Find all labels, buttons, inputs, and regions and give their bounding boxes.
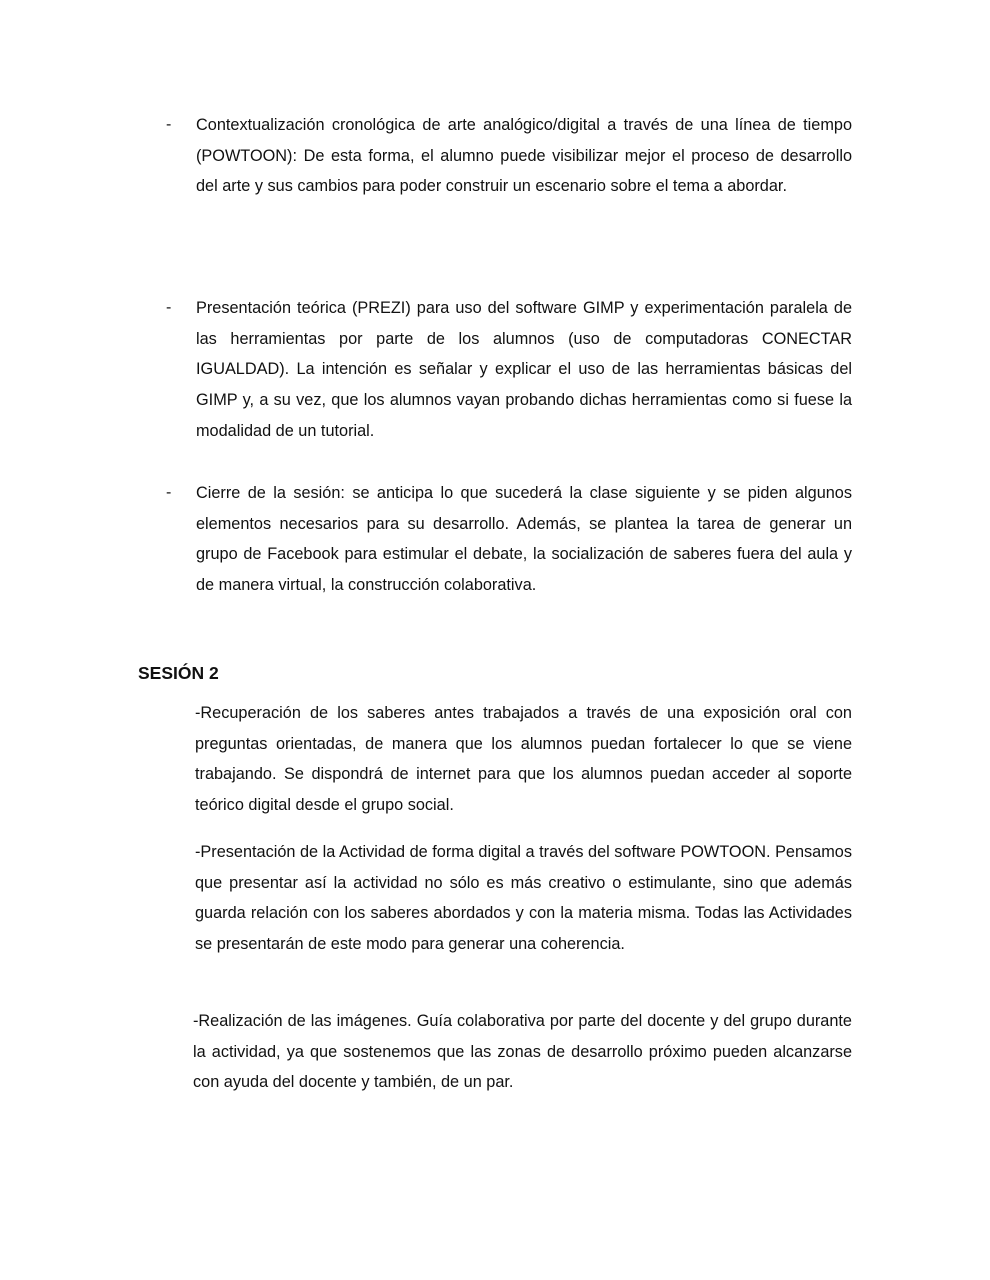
- session-paragraph-recovery: -Recuperación de los saberes antes trabajados a través de una exposición oral con preguntas orientadas, de manera que los alumnos puedan fortalecer lo que se viene trabajando. Se dispondrá de internet para que los alumnos puedan acceder al soporte teórico digital desde el grupo social.: [195, 704, 852, 815]
- bullet-text-prezi-gimp: Presentación teórica (PREZI) para uso del software GIMP y experimentación paralela de las herramientas por parte de los alumnos (uso de computadoras CONECTAR IGUALDAD). La intención es señalar y explicar el uso de las herramientas básicas del GIMP y, a su vez, que los alumnos vayan probando dichas herramientas como si fuese la modalidad de un tutorial.: [196, 299, 852, 440]
- bullet-dash: -: [166, 484, 172, 501]
- section-heading-session-2: SESIÓN 2: [138, 663, 219, 683]
- bullet-dash: -: [166, 299, 172, 316]
- session-paragraph-image-creation: -Realización de las imágenes. Guía colaborativa por parte del docente y del grupo durante la actividad, ya que sostenemos que las zonas de desarrollo próximo pueden alcanzarse con ayuda del docente y también, de un par.: [193, 1012, 852, 1092]
- session-paragraph-activity-presentation: -Presentación de la Actividad de forma digital a través del software POWTOON. Pensamos que presentar así la actividad no sólo es más creativo o estimulante, sino que además guarda relación con los saberes abordados y con la materia misma. Todas las Actividades se presentarán de este modo para generar una coherencia.: [195, 843, 852, 954]
- bullet-text-timeline: Contextualización cronológica de arte analógico/digital a través de una línea de tiempo (POWTOON): De esta forma, el alumno puede visibilizar mejor el proceso de desarrollo del arte y sus cambios para poder construir un escenario sobre el tema a abordar.: [196, 116, 852, 196]
- bullet-item-closing: [166, 478, 852, 601]
- bullet-text-closing: Cierre de la sesión: se anticipa lo que sucederá la clase siguiente y se piden algunos elementos necesarios para su desarrollo. Además, se plantea la tarea de generar un grupo de Facebook para estimular el debate, la socialización de saberes fuera del aula y de manera virtual, la construcción colaborativa.: [196, 484, 852, 595]
- bullet-item-prezi-gimp: [166, 293, 852, 447]
- bullet-dash: -: [166, 116, 172, 133]
- bullet-item-timeline: [166, 110, 852, 202]
